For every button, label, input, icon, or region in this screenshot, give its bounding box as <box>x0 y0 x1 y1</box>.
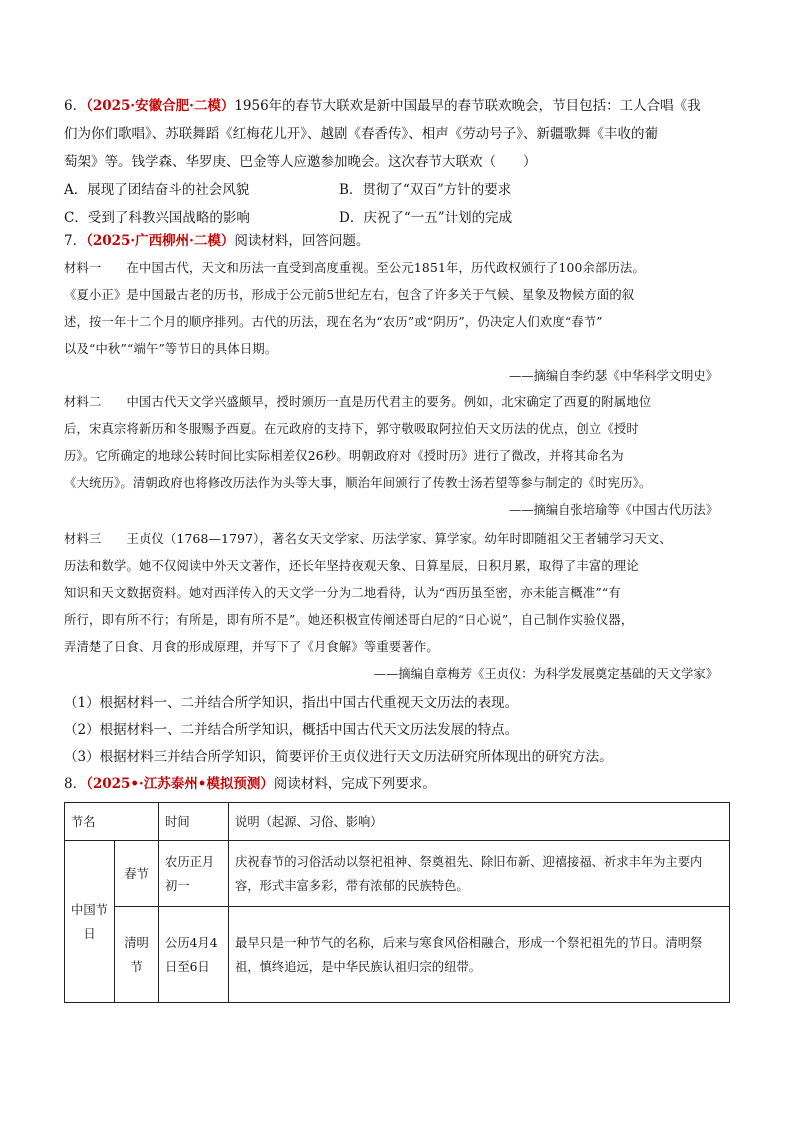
question-6 <box>64 96 734 228</box>
material-line: 材料三 王贞仪（1768—1797），著名女天文学家、历法学家、算学家。幼年时即随祖父王者辅学习天文、 <box>64 532 672 546</box>
material-3-reference: ——摘编自章梅芳《王贞仪：为科学发展奠定基础的天文学家》 <box>373 667 718 681</box>
festival-name-cell: 春节 <box>115 841 159 907</box>
q6-line-1 <box>64 96 734 116</box>
table-header-row <box>65 803 730 841</box>
table-row <box>65 907 730 1003</box>
material-line: 所行，即有所不行；有所是，即有所不是”。她还积极宣传阐述哥白尼的“日心说”，自己制作实验仪器， <box>64 613 634 627</box>
question-7-header <box>64 231 734 251</box>
festival-description-cell: 最早只是一种节气的名称，后来与寒食风俗相融合，形成一个祭祀祖先的节日。清明祭祖，慎终追远，是中华民族认祖归宗的纽带。 <box>229 907 730 1003</box>
material-line: 《夏小正》是中国最古老的历书，形成于公元前5世纪左右，包含了许多关于气候、星象及物候方面的叙 <box>64 288 635 302</box>
q6-stem-2: 们为你们歌唱》、苏联舞蹈《红梅花儿开》、越剧《春香传》、相声《劳动号子》、新疆歌舞《丰收的葡 <box>64 126 658 142</box>
material-line: 《大统历》。清朝政府也将修改历法作为头等大事，顺治年间颁行了传教士汤若望等参与制定的《时宪历》。 <box>64 476 652 490</box>
q6-source: （2025·安徽合肥·二模） <box>86 98 235 114</box>
q7-intro: 阅读材料，回答问题。 <box>234 233 370 249</box>
group-cell: 中国节日 <box>65 841 115 1003</box>
material-line: 材料一 在中国古代，天文和历法一直受到高度重视。至公元1851年，历代政权颁行了100余部历法。 <box>64 261 646 275</box>
q6-options-row-1 <box>64 180 734 200</box>
festival-time-cell: 农历正月初一 <box>159 841 229 907</box>
header-festival-name: 节名 <box>65 803 159 841</box>
q6-option-b: B．贯彻了“双百”方针的要求 <box>339 182 512 198</box>
q6-option-a: A．展现了团结奋斗的社会风貌 <box>64 182 250 198</box>
material-1-reference: ——摘编自李约瑟《中华科学文明史》 <box>508 369 718 383</box>
material-line: 弄清楚了日食、月食的形成原理，并写下了《月食解》等重要著作。 <box>64 640 439 654</box>
material-line: 历法和数学。她不仅阅读中外天文著作，还长年坚持夜观天象、日算星辰，日积月累，取得了丰富的理论 <box>64 559 639 573</box>
question-8-header <box>64 774 734 794</box>
header-description: 说明（起源、习俗、影响） <box>229 803 730 841</box>
festival-table <box>64 802 730 1003</box>
material-line: 后，宋真宗将新历和冬服赐予西夏。在元政府的支持下，郭守敬吸取阿拉伯天文历法的优点，创立《授时 <box>64 422 639 436</box>
q6-option-c: C．受到了科教兴国战略的影响 <box>64 210 250 226</box>
q7-material-1 <box>64 258 734 386</box>
q8-source: （2025•·江苏泰州•模拟预测） <box>86 776 274 792</box>
material-line: 述，按一年十二个月的顺序排列。古代的历法，现在名为“农历”或“阴历”，仍决定人们欢度“春节” <box>64 315 603 329</box>
q6-stem-1: 1956年的春节大联欢是新中国最早的春节联欢晚会，节目包括：工人合唱《我 <box>234 98 701 114</box>
q7-material-2 <box>64 392 734 520</box>
q6-option-d: D．庆祝了“一五”计划的完成 <box>339 210 513 226</box>
q7-sub-question-1: （1）根据材料一、二并结合所学知识，指出中国古代重视天文历法的表现。 <box>64 695 519 711</box>
q6-options-row-2 <box>64 208 734 228</box>
material-line: 知识和天文数据资料。她对西洋传入的天文学一分为二地看待，认为“西历虽至密，亦未能言概准”“有 <box>64 586 621 600</box>
q6-number: 6． <box>64 98 87 114</box>
material-line: 材料二 中国古代天文学兴盛颇早，授时颁历一直是历代君主的要务。例如，北宋确定了西夏的附属地位 <box>64 395 652 409</box>
table-row <box>65 841 730 907</box>
q6-stem-3: 萄架》等。钱学森、华罗庚、巴金等人应邀参加晚会。这次春节大联欢（ ） <box>64 154 537 170</box>
q7-number: 7． <box>64 233 87 249</box>
q7-material-3 <box>64 529 734 684</box>
material-line: 以及“中秋”“端午”等节日的具体日期。 <box>64 342 278 356</box>
header-time: 时间 <box>159 803 229 841</box>
q7-source: （2025·广西柳州·二模） <box>86 233 235 249</box>
q7-sub-question-2: （2）根据材料一、二并结合所学知识，概括中国古代天文历法发展的特点。 <box>64 722 519 738</box>
festival-time-cell: 公历4月4日至6日 <box>159 907 229 1003</box>
festival-name-cell: 清明节 <box>115 907 159 1003</box>
q7-sub-question-3: （3）根据材料三并结合所学知识，简要评价王贞仪进行天文历法研究所体现出的研究方法。 <box>64 749 613 765</box>
q8-number: 8． <box>64 776 87 792</box>
material-line: 历》。它所确定的地球公转时间比实际相差仅26秒。明朝政府对《授时历》进行了微改，并将其命名为 <box>64 449 624 463</box>
festival-description-cell: 庆祝春节的习俗活动以祭祀祖神、祭奠祖先、除旧布新、迎禧接福、祈求丰年为主要内容，形式丰富多彩，带有浓郁的民族特色。 <box>229 841 730 907</box>
q8-intro: 阅读材料，完成下列要求。 <box>273 776 436 792</box>
material-2-reference: ——摘编自张培瑜等《中国古代历法》 <box>508 503 718 517</box>
q7-sub-questions <box>64 693 734 767</box>
